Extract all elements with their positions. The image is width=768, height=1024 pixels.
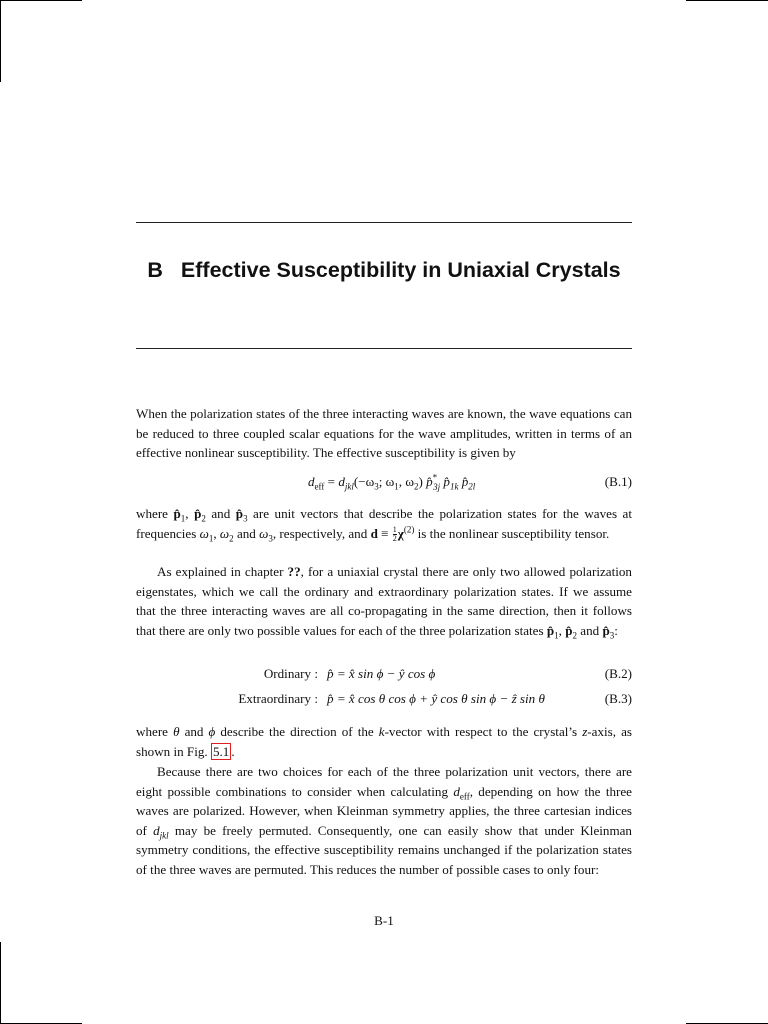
paragraph-combinations: Because there are two choices for each of the three polarization unit vectors, there are eight possible combinations to consider when calculating $d_{eff}$, depending on how the three waves are polarized. However, when Kleinman symmetry applies, the three cartesian indices of $d_{jkl}$ may be freely permuted. Consequently, one can easily show that under Kleinman symmetry conditions, the effective susceptibility remains unchanged if the polarization states of the three waves are permuted. This reduces the number of possible cases to only four: xyxy=(136,764,632,877)
chapter-heading xyxy=(136,254,632,286)
crop-mark-top-right xyxy=(686,0,768,1)
equation-b3-label: Extraordinary : xyxy=(238,691,318,706)
equation-b3-number: (B.3) xyxy=(604,691,632,706)
equation-b2-number: (B.2) xyxy=(604,666,632,681)
crop-mark-top-left xyxy=(0,0,82,1)
paragraph-angles: where θ and ϕ describe the direction of the k-vector with respect to the crystal’s z-axis, as shown in Fig. 5.1 . xyxy=(136,724,632,759)
equation-b2-label: Ordinary : xyxy=(263,666,318,681)
equation-b2-expr: p̂ = x̂ sin ϕ − ŷ cos ϕ xyxy=(327,666,436,681)
page-number: B-1 xyxy=(374,913,394,928)
chapter-rule-bottom xyxy=(136,348,632,349)
equation-b3-expr: p̂ = x̂ cos θ cos ϕ + ŷ cos θ sin ϕ − ẑ sin θ xyxy=(327,691,545,706)
chapter-rule-top xyxy=(136,222,632,223)
fraction-half: $\frac{1}{2}$ xyxy=(392,525,397,544)
crop-mark-bottom-left-vertical xyxy=(0,942,1,1024)
chapter-reference[interactable]: ?? xyxy=(287,564,301,579)
figure-link[interactable]: 5.1 xyxy=(212,743,230,759)
equation-b1 xyxy=(136,474,632,494)
chapter-title: Effective Susceptibility in Uniaxial Crystals xyxy=(180,258,621,282)
chapter-letter: B xyxy=(147,258,163,282)
paragraph-unit-vectors: where $p̂_1$, $p̂_2$ and $p̂_3$ are unit vectors that describe the polarization states for the waves at frequencies $\omega_1$, $\omega_2$ and $\omega_3$, respectively, and d ≡ $\frac{1}{2}$ $\chi^{(2)}$ is the nonlinear susceptibility tensor. xyxy=(136,506,633,544)
paragraph-eigenstates: As explained in chapter ??, for a uniaxial crystal there are only two allowed polarization eigenstates, which we call the ordinary and extraordinary polarization states. If we assume that the three interacting waves are all co-propagating in the same direction, then it follows that there are only two possible values for each of the three polarization states $p̂_1$, $p̂_2$ and $p̂_3$: xyxy=(136,564,632,641)
paragraph-intro-text: When the polarization states of the three interacting waves are known, the wave equations can be reduced to three coupled scalar equations for the wave amplitudes, written in terms of an effective nonlinear susceptibility. The effective susceptibility is given by xyxy=(136,406,632,461)
equation-b1-number: (B.1) xyxy=(604,474,632,489)
paragraph-intro xyxy=(136,404,632,463)
equation-b2 xyxy=(136,666,632,686)
equation-b1-body: $d_{eff} = d_{jkl}(-\omega_3$; $\omega_1$, $\omega_2$) $p̂^*_{3j}$ $p̂_{1k}$ $p̂_{2l}$ xyxy=(308,472,476,492)
crop-mark-top-left-vertical xyxy=(0,0,1,82)
equation-b3 xyxy=(136,691,632,711)
